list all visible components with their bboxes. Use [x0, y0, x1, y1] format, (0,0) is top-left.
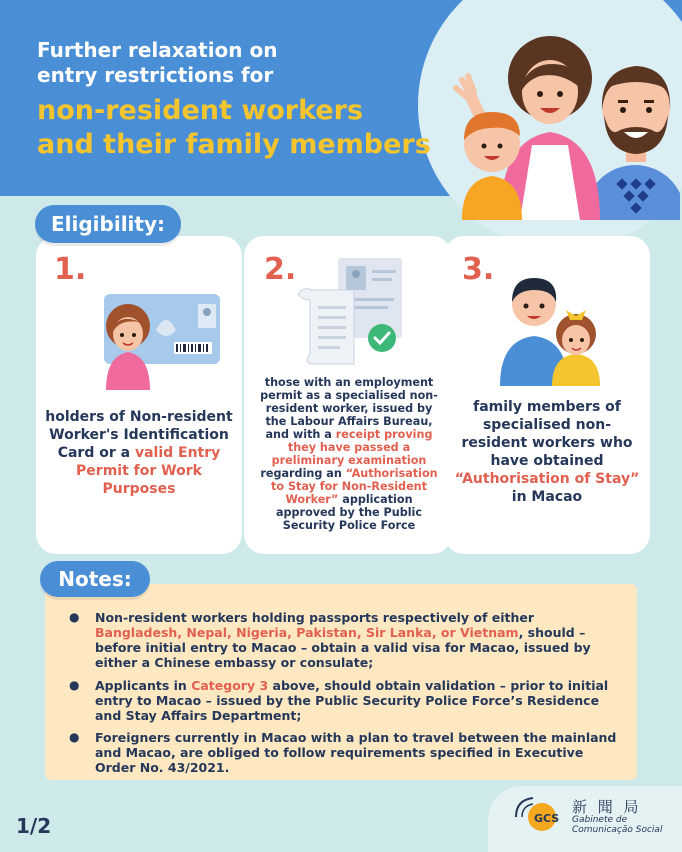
card-2-text-3: application approved by the Public Security Police Force [275, 493, 423, 532]
father-daughter-icon [496, 270, 606, 386]
card-number: 1. [54, 252, 87, 287]
eligibility-card-1 [36, 236, 242, 554]
note-3-text: Foreigners currently in Macao with a plan to travel between the mainland and Macao, are obliged to follow requirements specified in Executive Order No. 43/2021. [95, 730, 617, 775]
family-illustration [440, 20, 680, 220]
note-item [69, 610, 625, 670]
eligibility-heading: Eligibility: [35, 205, 181, 243]
page-number: 1/2 [16, 814, 52, 838]
card-2-highlight-2: “Authorisation to Stay for Non-Resident Worker” [271, 467, 438, 506]
card-2-highlight-1: receipt proving they have passed a preliminary examination [271, 428, 433, 467]
notes-box [45, 584, 637, 780]
card-3-highlight: “Authorisation of Stay” [454, 471, 640, 487]
bullet-icon: ● [69, 678, 80, 692]
note-2-text-2: above, should obtain validation – prior to initial entry to Macao – issued by the Public Security Police Force’s Residence and Stay Affairs Department; [95, 678, 609, 723]
id-card-icon [66, 290, 226, 390]
card-2-text-2: regarding an [260, 467, 346, 480]
card-2-text: those with an employment permit as a specialised non-resident worker, issued by the Labour Affairs Bureau, and with a [260, 376, 438, 441]
logo-portuguese-text [572, 815, 672, 835]
father-figure [585, 66, 680, 220]
logo-chinese-text: 新 聞 局 [572, 798, 642, 816]
card-3-text: family members of specialised non-resident workers who have obtained [461, 399, 633, 469]
card-1-text: holders of Non-resident Worker's Identification Card or a [45, 409, 233, 461]
logo-portuguese-line2: Comunicação Social [572, 825, 663, 835]
note-1-text: Non-resident workers holding passports respectively of either [95, 610, 535, 625]
note-1-text-2: , should – before initial entry to Macao – obtain a valid visa for Macao, issued by either a Chinese embassy or consulate; [95, 625, 591, 670]
note-item [69, 730, 625, 775]
logo-portuguese-line1: Gabinete de [572, 815, 628, 825]
document-check-icon [290, 254, 410, 368]
header-highlight-line2: and their family members [37, 129, 431, 160]
note-2-highlight: Category 3 [191, 678, 269, 693]
card-1-description [44, 408, 234, 498]
note-2-text: Applicants in [95, 678, 192, 693]
gcs-logo-icon [510, 794, 568, 840]
note-1-highlight: Bangladesh, Nepal, Nigeria, Pakistan, Sir Lanka, or Vietnam [95, 625, 519, 640]
eligibility-card-2 [244, 236, 452, 554]
card-2-description [254, 376, 444, 532]
eligibility-card-3 [444, 236, 650, 554]
card-3-text-2: in Macao [511, 489, 583, 505]
header-title-line2: entry restrictions for [37, 63, 274, 87]
header-highlight-line1: non-resident workers [37, 95, 364, 126]
card-number: 2. [264, 252, 297, 287]
card-number: 3. [462, 252, 495, 287]
note-item [69, 678, 625, 723]
bullet-icon: ● [69, 730, 80, 744]
notes-heading: Notes: [40, 561, 150, 597]
card-1-highlight: valid Entry Permit for Work Purposes [76, 445, 221, 497]
card-3-description [452, 398, 642, 506]
header-title-line1: Further relaxation on [37, 38, 278, 62]
bullet-icon: ● [69, 610, 80, 624]
gcs-logo-mark: GCS [534, 812, 560, 825]
